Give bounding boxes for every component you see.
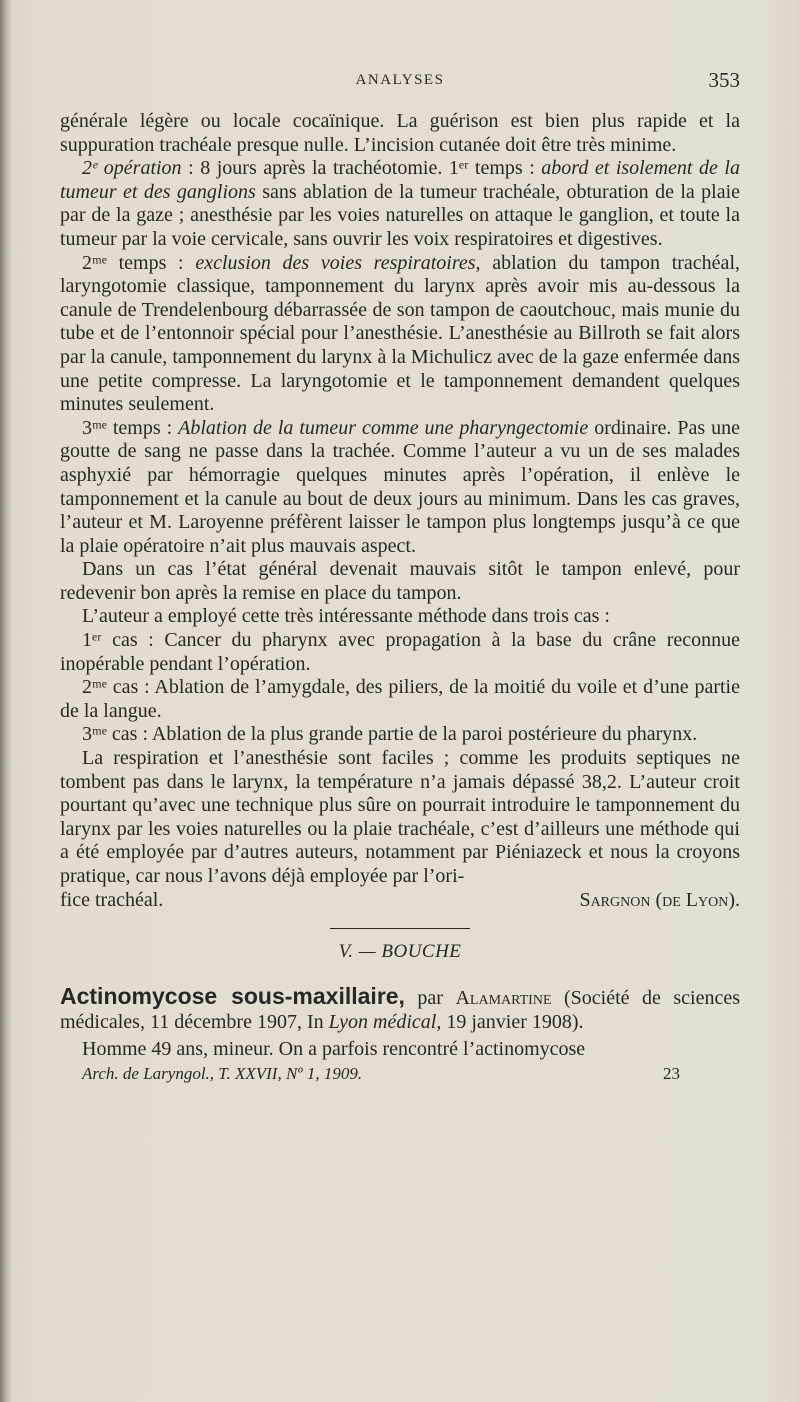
section-title: V. — BOUCHE <box>338 941 462 963</box>
author-signature: Sargnon (de Lyon). <box>579 888 740 911</box>
article-body <box>60 110 740 912</box>
signature-line <box>60 889 740 913</box>
entry-author: Alamartine <box>455 987 552 1010</box>
paragraph-10-last-line: fice trachéal. <box>60 888 164 911</box>
paragraph-6: L’auteur a employé cette très intéressante méthode dans trois cas : <box>82 605 610 628</box>
paragraph-4 <box>60 417 740 559</box>
entry-reference-journal: Lyon médical <box>328 1010 437 1033</box>
paragraph-1 <box>60 110 740 157</box>
paragraph-5: Dans un cas l’état général devenait mauvais sitôt le tampon enlevé, pour redevenir bon après la remise en place du tampon. <box>60 558 740 604</box>
entry-by: par <box>404 987 456 1010</box>
paragraph-2 <box>60 157 740 251</box>
entry-reference-a: (Société de sciences médicales, 11 décembre 1907, In <box>60 987 740 1033</box>
entry-reference-b: , 19 janvier 1908). <box>436 1010 584 1033</box>
section-divider <box>330 928 470 929</box>
paragraph-2-text-a: : 8 jours après la trachéotomie. 1ᵉʳ temps : <box>181 157 542 180</box>
paragraph-3-italic: exclusion des voies respiratoires <box>195 251 476 274</box>
paragraph-3 <box>60 252 740 417</box>
paragraph-2-text-b: sans ablation de la tumeur trachéale, obturation de la plaie par de la gaze ; anesthésie par les voies naturelles on attaque le ganglion, et toute la tumeur par la voie cervicale, sans ouvrir les voix respiratoires et digestives. <box>60 180 741 250</box>
running-title: ANALYSES <box>355 72 445 88</box>
page-footer <box>60 1064 740 1084</box>
paragraph-4-italic: Ablation de la tumeur comme une pharyngectomie <box>178 416 589 439</box>
page-number: 353 <box>708 68 740 92</box>
paragraph-3-text-a: 2ᵐᵉ temps : <box>82 251 196 274</box>
paragraph-7: 1ᵉʳ cas : Cancer du pharynx avec propagation à la base du crâne reconnue inopérable pendant l’opération. <box>60 629 740 675</box>
paragraph-4-text-a: 3ᵐᵉ temps : <box>82 416 179 439</box>
paragraph-4-text-b: ordinaire. Pas une goutte de sang ne passe dans la trachée. Comme l’auteur a vu un de ses malades asphyxié par hémorragie quelques minutes après l’opération, il enlève le tamponnement et la canule au bout de deux jours au minimum. Dans les cas graves, l’auteur et M. Laroyenne préfèrent laisser le tampon plus longtemps jusqu’à ce que la plaie opératoire n’ait plus mauvais aspect. <box>60 416 740 557</box>
journal-reference: Arch. de Laryngol., T. XXVII, Nº 1, 1909. <box>82 1063 363 1083</box>
paragraph-9: 3ᵐᵉ cas : Ablation de la plus grande partie de la paroi postérieure du pharynx. <box>82 723 698 746</box>
page-content <box>60 60 740 1084</box>
second-operation-label: 2ᵉ opération <box>82 157 182 180</box>
entry-body <box>60 1038 740 1062</box>
paragraph-10: La respiration et l’anesthésie sont faciles ; comme les produits septiques ne tombent pas dans le larynx, la température n’a jamais dépassé 38,2. L’auteur croit pourtant qu’avec une technique plus sûre on pourrait introduire le tamponnement du larynx par les voies naturelles ou la plaie trachéale, c’est d’ailleurs une méthode qui a été employée par d’autres auteurs, notamment par Piéniazeck et nous la croyons pratique, car nous l’avons déjà employée par l’ori- <box>60 747 740 887</box>
paragraph-8: 2ᵐᵉ cas : Ablation de l’amygdale, des piliers, de la moitié du voile et d’une partie de la langue. <box>60 676 740 722</box>
signature-number: 23 <box>663 1063 680 1083</box>
paragraph-1-text: générale légère ou locale cocaïnique. La guérison est bien plus rapide et la suppuration trachéale presque nulle. L’incision cutanée doit être très minime. <box>60 110 740 156</box>
paragraph-2-italic: abord et isolement de la tumeur et des ganglions <box>60 157 740 203</box>
entry-paragraph: Homme 49 ans, mineur. On a parfois rencontré l’actinomycose <box>82 1038 586 1061</box>
entry-heading <box>60 985 740 1034</box>
running-head <box>60 60 740 94</box>
entry-title: Actinomycose sous-maxillaire, <box>60 983 405 1010</box>
paragraph-3-text-b: , ablation du tampon trachéal, laryngotomie classique, tamponnement du larynx après avoir mis au-dessous la canule de Trendelenbourg débarrassée de son tampon de caoutchouc, mais munie du tube et de l’entonnoir spécial pour l’anesthésie. L’anesthésie au Billroth se fait alors par la canule, tamponnement du larynx à la Michulicz avec de la gaze enfermée dans une petite compresse. La laryngotomie et le tamponnement demandent quelques minutes seulement. <box>60 251 740 416</box>
